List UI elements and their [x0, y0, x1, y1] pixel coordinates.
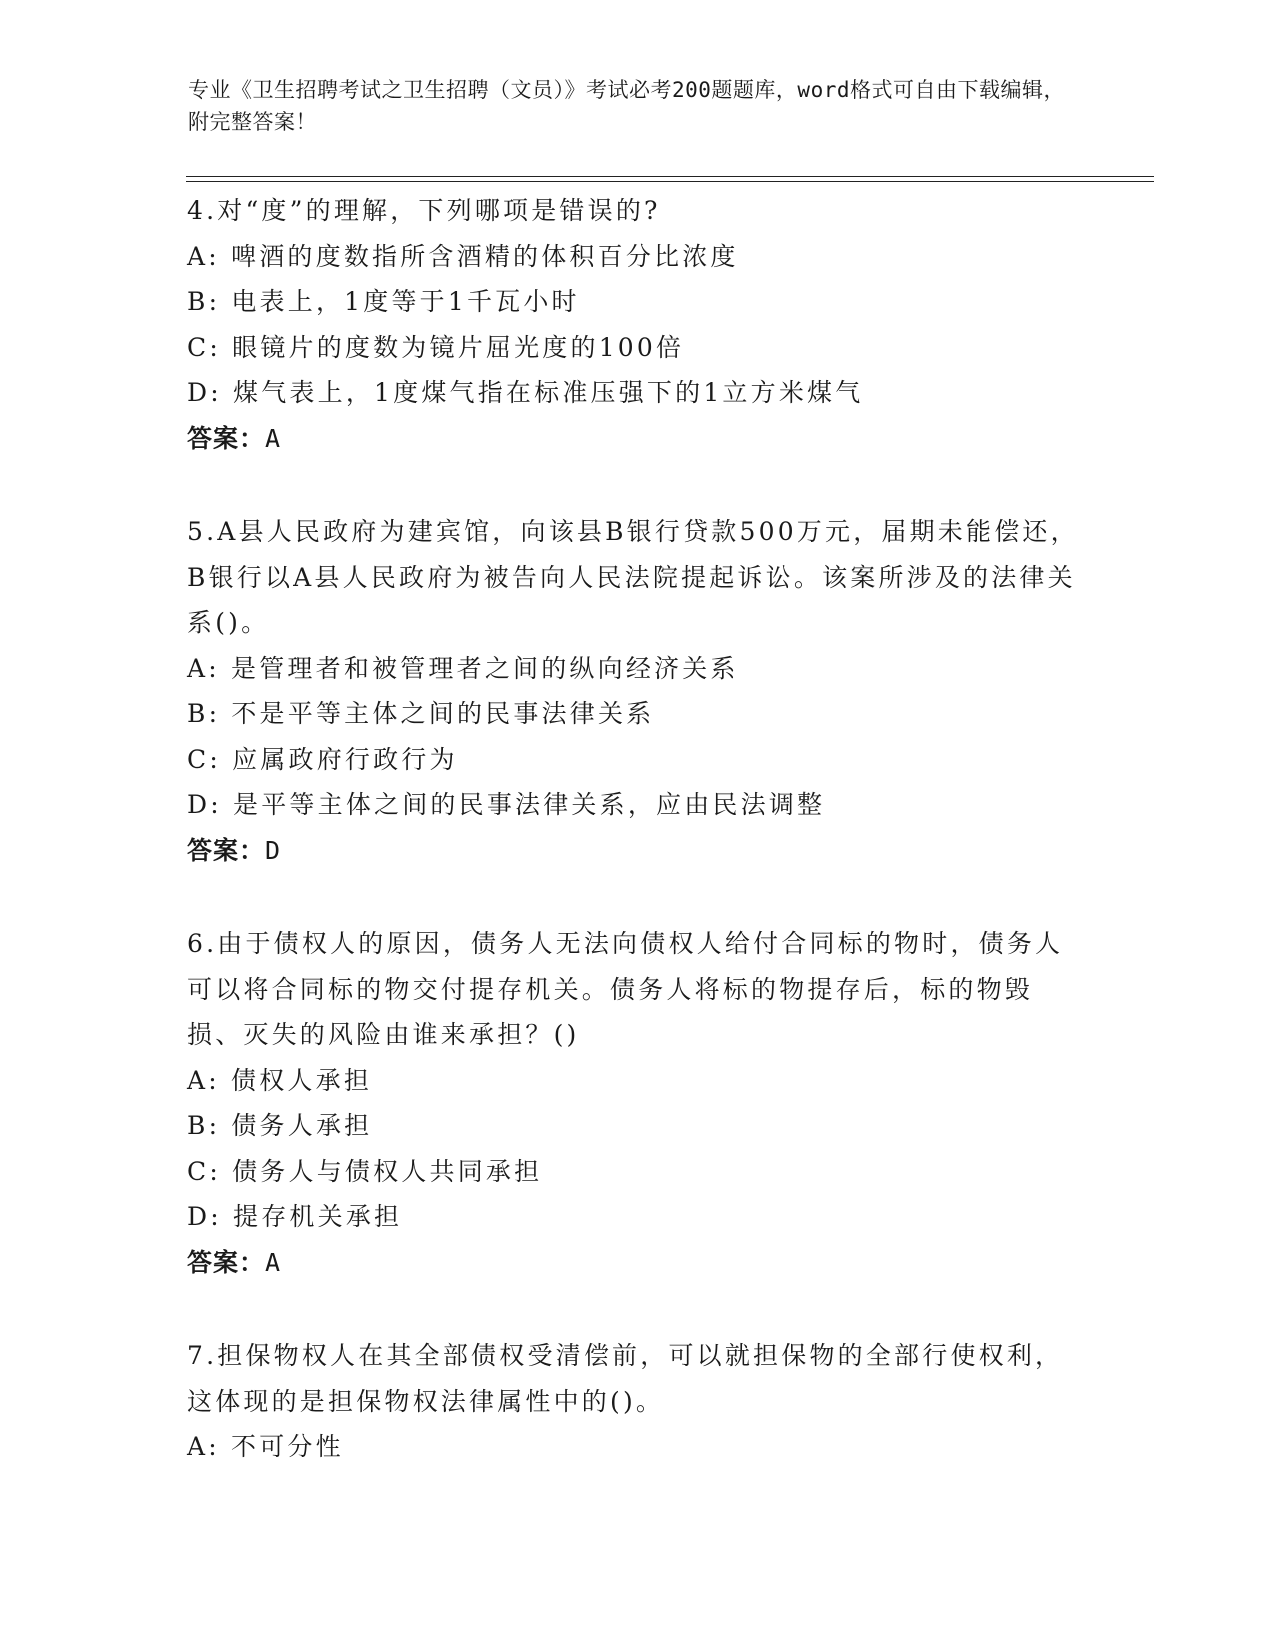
- question-5: [187, 509, 1087, 873]
- question-stem: 6.由于债权人的原因，债务人无法向债权人给付合同标的物时，债务人可以将合同标的物交付提存机关。债务人将标的物提存后，标的物毁损、灭失的风险由谁来承担？(): [187, 929, 1064, 1049]
- question-list: [187, 188, 1087, 1518]
- option-a: A: 债权人承担: [187, 1065, 373, 1095]
- question-stem: 7.担保物权人在其全部债权受清偿前，可以就担保物的全部行使权利，这体现的是担保物权法律属性中的()。: [187, 1341, 1064, 1416]
- answer-label: 答案：: [187, 1247, 266, 1277]
- option-d: D: 煤气表上，1度煤气指在标准压强下的1立方米煤气: [187, 378, 864, 407]
- answer-label: 答案：: [187, 423, 266, 453]
- option-b: B: 债务人承担: [187, 1111, 373, 1140]
- header-divider-bottom: [186, 181, 1154, 182]
- option-a: A: 不可分性: [187, 1432, 344, 1461]
- question-4: [187, 188, 1087, 461]
- option-a: A: 啤酒的度数指所含酒精的体积百分比浓度: [187, 241, 739, 271]
- answer-label: 答案：: [187, 835, 266, 865]
- option-b: B: 不是平等主体之间的民事法律关系: [187, 699, 655, 728]
- question-6: [187, 921, 1087, 1285]
- option-c: C: 眼镜片的度数为镜片屈光度的100倍: [187, 332, 685, 362]
- option-d: D: 是平等主体之间的民事法律关系，应由民法调整: [187, 790, 826, 819]
- answer-value: A: [265, 1247, 282, 1277]
- answer-value: D: [265, 835, 282, 865]
- question-7: [187, 1333, 1087, 1470]
- option-c: C: 债务人与债权人共同承担: [187, 1156, 543, 1186]
- option-a: A: 是管理者和被管理者之间的纵向经济关系: [187, 653, 739, 683]
- header-divider-top: [186, 176, 1154, 177]
- document-header: 专业《卫生招聘考试之卫生招聘（文员）》考试必考200题题库，word格式可自由下载编辑，附完整答案！: [188, 78, 1065, 134]
- answer-line: [187, 416, 1087, 462]
- option-c: C: 应属政府行政行为: [187, 744, 458, 774]
- question-stem: 4.对“度”的理解，下列哪项是错误的?: [187, 196, 661, 225]
- question-stem: 5.A县人民政府为建宾馆，向该县B银行贷款500万元，届期未能偿还，B银行以A县人民政府为被告向人民法院提起诉讼。该案所涉及的法律关系()。: [187, 517, 1079, 637]
- answer-line: [187, 828, 1087, 874]
- option-b: B: 电表上，1度等于1千瓦小时: [187, 287, 580, 316]
- answer-value: A: [265, 423, 282, 453]
- option-d: D: 提存机关承担: [187, 1202, 403, 1231]
- answer-line: [187, 1240, 1087, 1286]
